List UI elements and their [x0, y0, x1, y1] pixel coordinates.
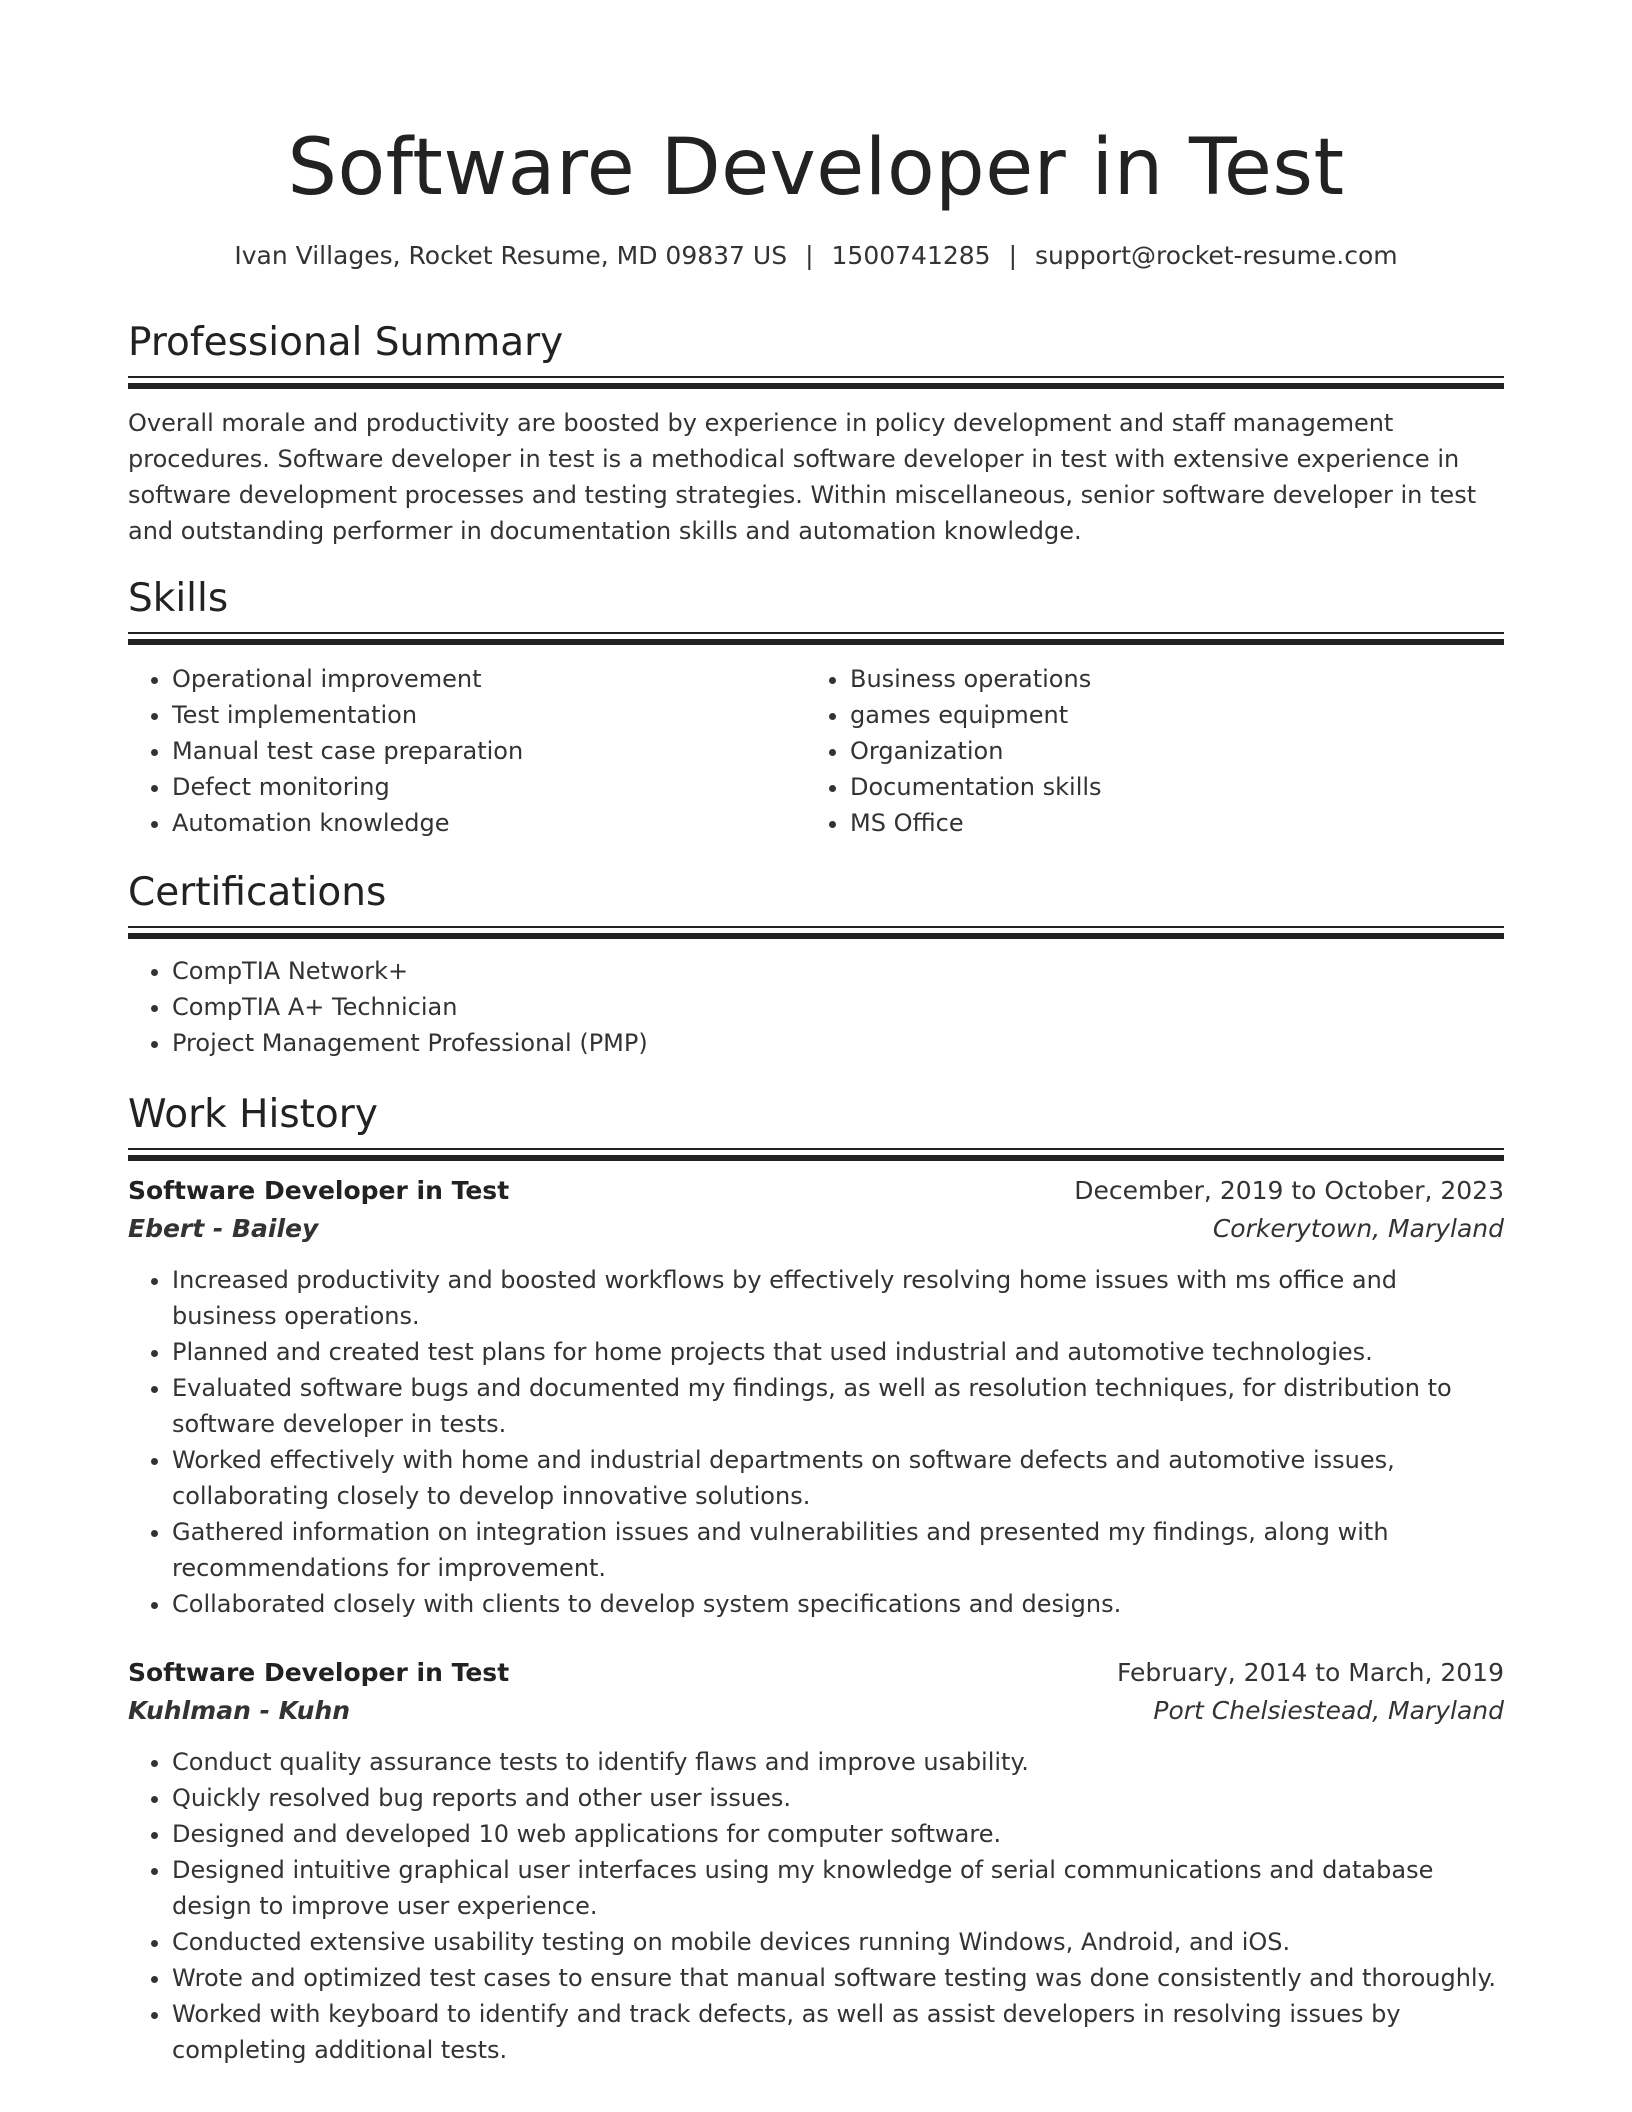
section-divider	[128, 376, 1504, 388]
certifications-section	[128, 868, 1504, 1061]
skills-heading: Skills	[128, 576, 229, 621]
job-bullet: • Designed and developed 10 web applications for computer software.	[172, 1816, 1504, 1852]
certification-item: • CompTIA Network+	[172, 953, 1504, 989]
certification-item: • CompTIA A+ Technician	[172, 989, 1504, 1025]
certifications-heading: Certifications	[128, 870, 387, 915]
job-bullet: • Conduct quality assurance tests to identify flaws and improve usability.	[172, 1744, 1504, 1780]
skills-left-column	[128, 661, 806, 841]
summary-heading: Professional Summary	[128, 320, 564, 365]
section-divider	[128, 926, 1504, 938]
job-dates: February, 2014 to March, 2019	[1116, 1658, 1504, 1687]
job-title: Software Developer in Test	[128, 1658, 510, 1687]
job-bullet: • Evaluated software bugs and documented my findings, as well as resolution techniques, for distribution to software developer in tests.	[172, 1370, 1504, 1442]
contact-address: Ivan Villages, Rocket Resume, MD 09837 US	[234, 241, 788, 270]
job-entry	[128, 1172, 1504, 1622]
job-bullet: • Quickly resolved bug reports and other user issues.	[172, 1780, 1504, 1816]
contact-separator: |	[1008, 241, 1018, 270]
job-bullet: • Wrote and optimized test cases to ensure that manual software testing was done consistently and thoroughly.	[172, 1960, 1504, 1996]
job-bullet: • Planned and created test plans for home projects that used industrial and automotive technologies.	[172, 1334, 1504, 1370]
contact-separator: |	[805, 241, 814, 270]
job-bullet: • Increased productivity and boosted workflows by effectively resolving home issues with ms office and business operations.	[172, 1262, 1504, 1334]
job-bullet: • Worked with keyboard to identify and track defects, as well as assist developers in resolving issues by completing additional tests.	[172, 1996, 1504, 2068]
skill-item: • Manual test case preparation	[172, 733, 806, 769]
job-bullet: • Collaborated closely with clients to develop system specifications and designs.	[172, 1586, 1504, 1622]
skills-right-column	[806, 661, 1484, 841]
job-dates: December, 2019 to October, 2023	[1074, 1176, 1504, 1205]
job-company: Kuhlman - Kuhn	[128, 1696, 351, 1725]
skill-item: • Documentation skills	[850, 769, 1484, 805]
job-bullet: • Worked effectively with home and industrial departments on software defects and automotive issues, collaborating closely to develop innovative solutions.	[172, 1442, 1504, 1514]
skills-columns	[128, 661, 1504, 841]
work-history-heading: Work History	[128, 1092, 378, 1137]
contact-email: support@rocket-resume.com	[1035, 241, 1398, 270]
summary-text: Overall morale and productivity are boosted by experience in policy development and staff management procedures. Software developer in test is a methodical software developer in test with extensive experience in software development processes and testing strategies. Within miscellaneous, senior software developer in test and outstanding performer in documentation skills and automation knowledge.	[128, 409, 1477, 545]
job-company: Ebert - Bailey	[128, 1214, 319, 1243]
skill-item: • MS Office	[850, 805, 1484, 841]
section-divider	[128, 632, 1504, 644]
job-location: Port Chelsiestead, Maryland	[1153, 1696, 1504, 1725]
summary-section	[128, 318, 1504, 549]
skill-item: • Organization	[850, 733, 1484, 769]
job-bullet: • Designed intuitive graphical user interfaces using my knowledge of serial communications and database design to improve user experience.	[172, 1852, 1504, 1924]
skill-item: • Operational improvement	[172, 661, 806, 697]
skill-item: • games equipment	[850, 697, 1484, 733]
skill-item: • Automation knowledge	[172, 805, 806, 841]
skills-section	[128, 574, 1504, 841]
skill-item: • Test implementation	[172, 697, 806, 733]
contact-phone: 1500741285	[831, 241, 991, 270]
job-bullet: • Conducted extensive usability testing on mobile devices running Windows, Android, and iOS.	[172, 1924, 1504, 1960]
job-title: Software Developer in Test	[128, 1176, 510, 1205]
work-history-section	[128, 1090, 1504, 2068]
contact-line	[0, 238, 1632, 274]
section-divider	[128, 1148, 1504, 1160]
skill-item: • Defect monitoring	[172, 769, 806, 805]
job-location: Corkerytown, Maryland	[1212, 1214, 1504, 1243]
job-bullet: • Gathered information on integration issues and vulnerabilities and presented my findings, along with recommendations for improvement.	[172, 1514, 1504, 1586]
skill-item: • Business operations	[850, 661, 1484, 697]
resume-title: Software Developer in Test	[287, 123, 1345, 213]
job-entry	[128, 1654, 1504, 2068]
certification-item: • Project Management Professional (PMP)	[172, 1025, 1504, 1061]
